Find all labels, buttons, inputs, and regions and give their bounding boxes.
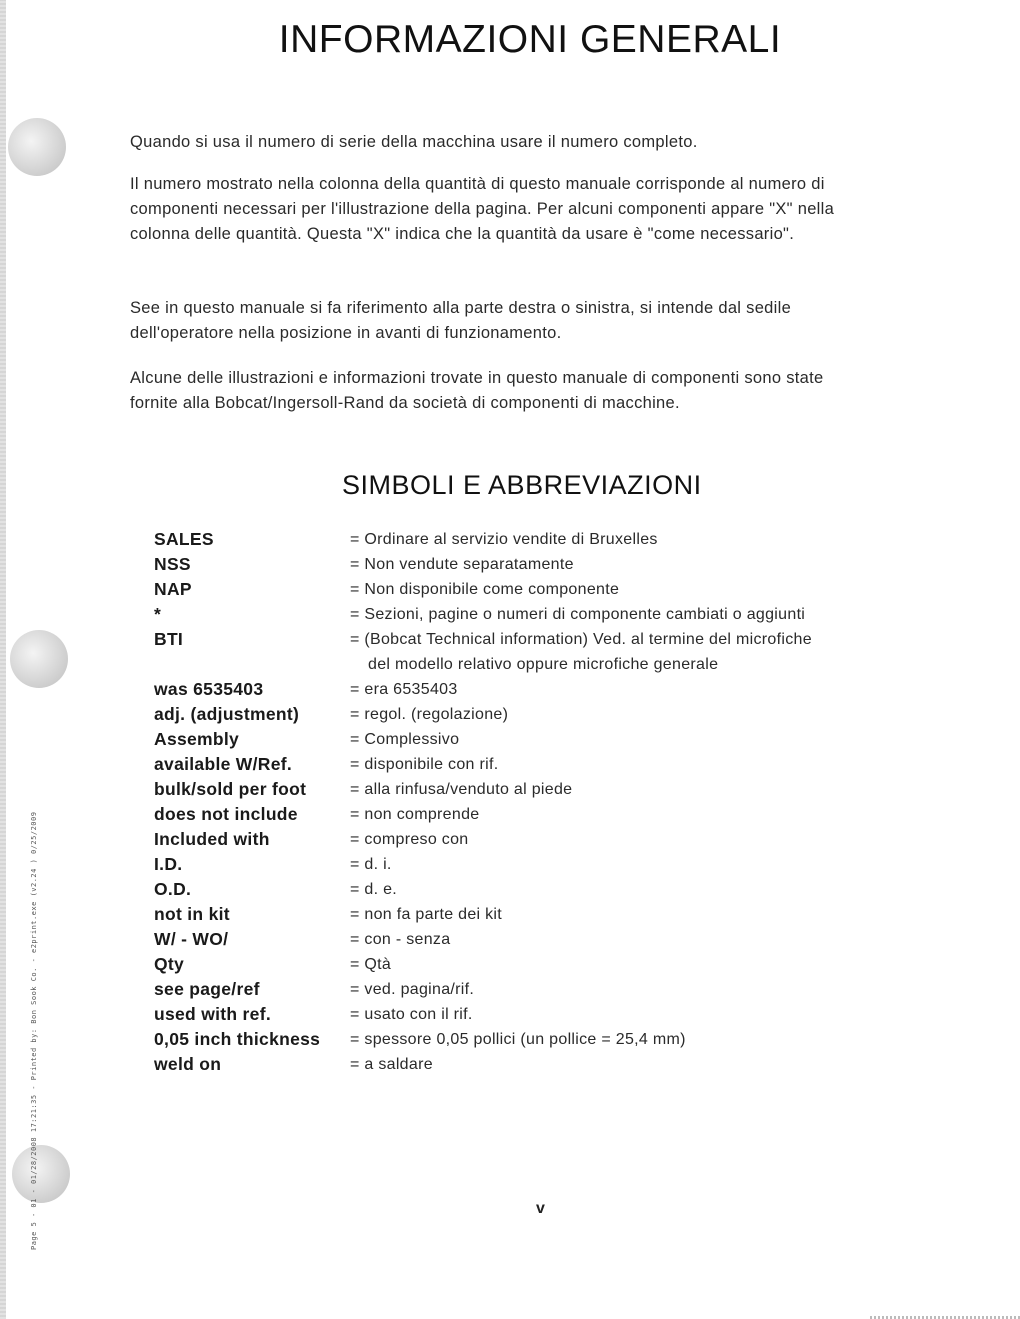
abbreviation-term: Qty <box>154 954 185 974</box>
scan-edge-left <box>0 0 6 1319</box>
abbreviation-row <box>154 827 914 852</box>
abbreviation-row <box>154 927 914 952</box>
abbreviation-definition: = (Bobcat Technical information) Ved. al termine del microfiche <box>350 631 812 648</box>
intro-paragraph-3: See in questo manuale si fa riferimento alla parte destra o sinistra, si intende dal sedile dell'operatore nella posizione in avanti di funzionamento. <box>130 299 792 342</box>
abbreviation-definition: = Complessivo <box>350 731 460 748</box>
abbreviation-definition: = Non vendute separatamente <box>350 556 574 573</box>
abbreviation-definition: = a saldare <box>350 1056 433 1073</box>
intro-paragraph-2: Il numero mostrato nella colonna della quantità di questo manuale corrisponde al numero di componenti necessari per l'illustrazione della pagina. Per alcuni componenti appare "X" nella colonna delle quantità. Questa "X" indica che la quantità da usare è "come necessario". <box>130 175 835 243</box>
abbreviation-definition: = non comprende <box>350 806 480 823</box>
abbreviation-definition: = d. i. <box>350 856 392 873</box>
abbreviation-term: not in kit <box>154 904 230 924</box>
abbreviation-row <box>154 1027 914 1052</box>
abbreviation-term: weld on <box>154 1054 222 1074</box>
abbreviation-list <box>154 527 914 1077</box>
abbreviation-definition: = Qtà <box>350 956 392 973</box>
abbreviation-row <box>154 877 914 902</box>
abbreviation-term: bulk/sold per foot <box>154 779 307 799</box>
intro-paragraph-4: Alcune delle illustrazioni e informazioni trovate in questo manuale di componenti sono state fornite alla Bobcat/Ingersoll-Rand da società di componenti di macchine. <box>130 369 824 412</box>
abbreviation-definition: = compreso con <box>350 831 469 848</box>
abbreviation-row <box>154 1002 914 1027</box>
abbreviation-row <box>154 952 914 977</box>
abbreviation-row <box>154 1052 914 1077</box>
abbreviation-term: see page/ref <box>154 979 260 999</box>
abbreviation-term: O.D. <box>154 879 192 899</box>
abbreviation-term: W/ - WO/ <box>154 929 229 949</box>
abbreviation-row <box>154 902 914 927</box>
abbreviation-row <box>154 977 914 1002</box>
abbreviation-definition: = Ordinare al servizio vendite di Bruxelles <box>350 531 658 548</box>
abbreviation-term: I.D. <box>154 854 183 874</box>
abbreviation-term: does not include <box>154 804 298 824</box>
abbreviation-row <box>154 752 914 777</box>
abbreviation-definition-continued: del modello relativo oppure microfiche generale <box>368 656 719 673</box>
abbreviation-definition: = era 6535403 <box>350 681 458 698</box>
abbreviation-definition: = disponibile con rif. <box>350 756 499 773</box>
abbreviation-row <box>154 577 914 602</box>
abbreviation-term: 0,05 inch thickness <box>154 1029 321 1049</box>
abbreviation-definition: = d. e. <box>350 881 398 898</box>
abbreviation-row <box>154 552 914 577</box>
punch-hole-middle <box>10 630 68 688</box>
abbreviation-definition: = Sezioni, pagine o numeri di componente cambiati o aggiunti <box>350 606 806 623</box>
section-title: SIMBOLI E ABBREVIAZIONI <box>342 470 702 500</box>
abbreviation-row <box>154 527 914 552</box>
abbreviation-row <box>154 677 914 702</box>
abbreviation-term: adj. (adjustment) <box>154 704 300 724</box>
abbreviation-term: BTI <box>154 629 184 649</box>
abbreviation-definition: = non fa parte dei kit <box>350 906 503 923</box>
print-stamp: Page 5 - 01 - 01/28/2008 17:21:35 - Printed by: Bon Sook Co. - e2print.exe (v2.24 ) 0/25/2009 <box>30 811 38 1250</box>
abbreviation-row <box>154 727 914 752</box>
abbreviation-term: Assembly <box>154 729 240 749</box>
page-title: INFORMAZIONI GENERALI <box>278 18 782 61</box>
abbreviation-row <box>154 602 914 627</box>
abbreviation-row <box>154 702 914 727</box>
abbreviation-term: NAP <box>154 579 192 599</box>
abbreviation-term: was 6535403 <box>154 679 264 699</box>
abbreviation-row <box>154 802 914 827</box>
abbreviation-term: SALES <box>154 529 214 549</box>
abbreviation-term: available W/Ref. <box>154 754 293 774</box>
abbreviation-term: * <box>154 604 162 624</box>
abbreviation-definition: = con - senza <box>350 931 451 948</box>
abbreviation-term: Included with <box>154 829 270 849</box>
abbreviation-row <box>154 777 914 802</box>
abbreviation-definition: = ved. pagina/rif. <box>350 981 475 998</box>
abbreviation-term: NSS <box>154 554 191 574</box>
abbreviation-term: used with ref. <box>154 1004 271 1024</box>
page-number: v <box>536 1200 545 1217</box>
abbreviation-definition: = regol. (regolazione) <box>350 706 509 723</box>
punch-hole-top <box>8 118 66 176</box>
abbreviation-row <box>154 627 914 677</box>
abbreviation-definition: = Non disponibile come componente <box>350 581 620 598</box>
abbreviation-definition: = alla rinfusa/venduto al piede <box>350 781 573 798</box>
abbreviation-row <box>154 852 914 877</box>
intro-paragraph-1: Quando si usa il numero di serie della macchina usare il numero completo. <box>130 133 698 151</box>
abbreviation-definition: = usato con il rif. <box>350 1006 473 1023</box>
punch-hole-bottom <box>12 1145 70 1203</box>
abbreviation-definition: = spessore 0,05 pollici (un pollice = 25,4 mm) <box>350 1031 686 1048</box>
